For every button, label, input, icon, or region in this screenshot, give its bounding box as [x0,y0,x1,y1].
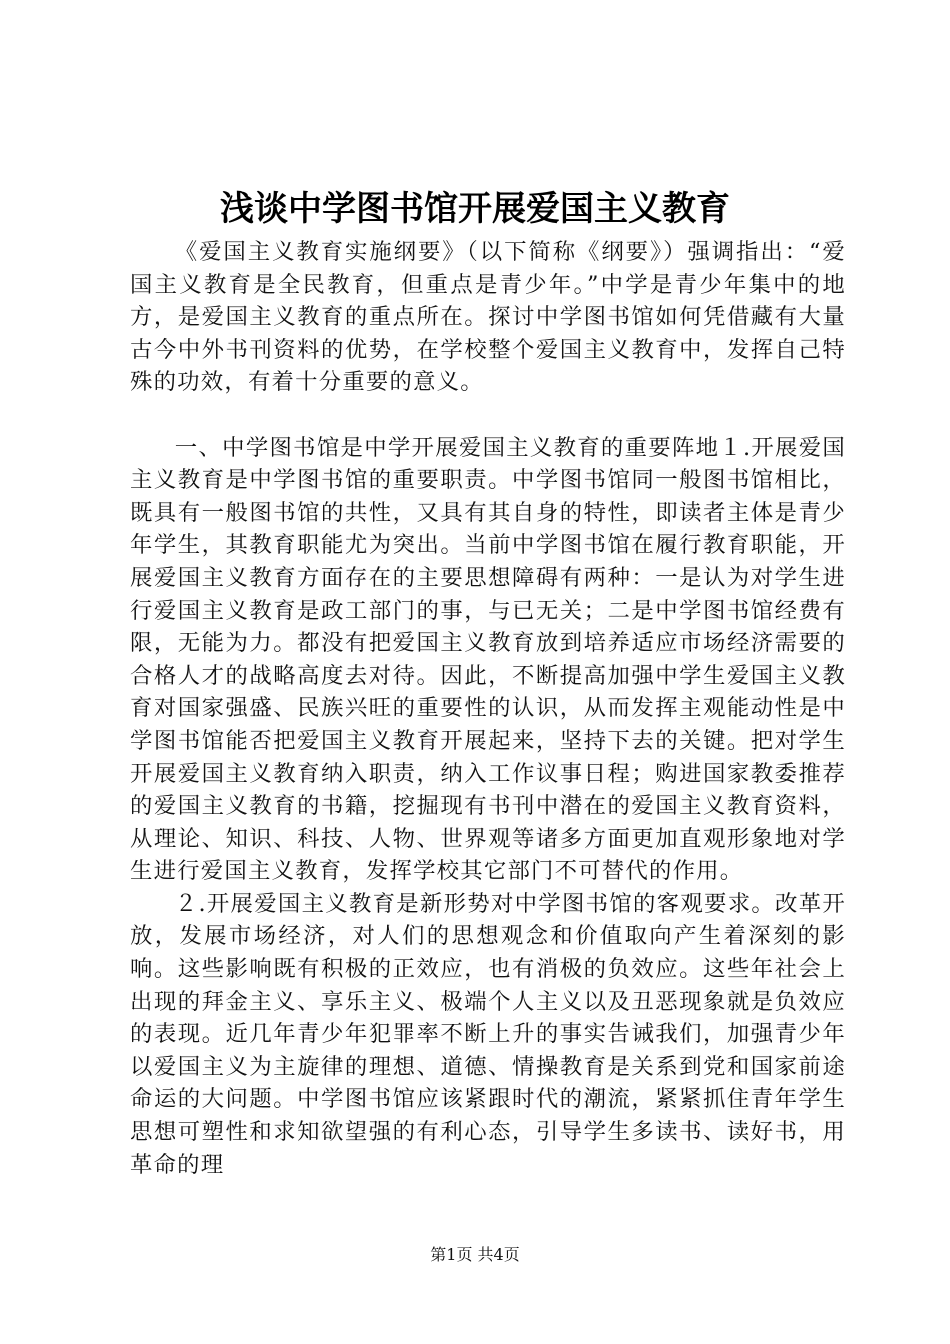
paragraph-section-2: ２.开展爱国主义教育是新形势对中学图书馆的客观要求。改革开放，发展市场经济，对人们的思想观念和价值取向产生着深刻的影响。这些影响既有积极的正效应，也有消极的负效应。这些年社会上出现的拜金主义、享乐主义、极端个人主义以及丑恶现象就是负效应的表现。近几年青少年犯罪率不断上升的事实告诫我们，加强青少年以爱国主义为主旋律的理想、道德、情操教育是关系到党和国家前途命运的大问题。中学图书馆应该紧跟时代的潮流，紧紧抓住青年学生思想可塑性和求知欲望强的有利心态，引导学生多读书、读好书，用革命的理 [130,890,846,1178]
document-body [130,236,846,1181]
document-title: 浅谈中学图书馆开展爱国主义教育 [220,189,730,229]
page-footer: 第1页 共4页 [430,1245,520,1264]
paragraph-intro: 《爱国主义教育实施纲要》（以下简称《纲要》）强调指出：“爱国主义教育是全民教育，但重点是青少年。”中学是青少年集中的地方，是爱国主义教育的重点所在。探讨中学图书馆如何凭借藏有大量古今中外书刊资料的优势，在学校整个爱国主义教育中，发挥自己特殊的功效，有着十分重要的意义。 [130,239,846,396]
paragraph-section-1: 一、中学图书馆是中学开展爱国主义教育的重要阵地１.开展爱国主义教育是中学图书馆的重要职责。中学图书馆同一般图书馆相比，既具有一般图书馆的共性，又具有其自身的特性，即读者主体是青少年学生，其教育职能尤为突出。当前中学图书馆在履行教育职能，开展爱国主义教育方面存在的主要思想障碍有两种：一是认为对学生进行爱国主义教育是政工部门的事，与已无关；二是中学图书馆经费有限，无能为力。都没有把爱国主义教育放到培养适应市场经济需要的合格人才的战略高度去对待。因此，不断提高加强中学生爱国主义教育对国家强盛、民族兴旺的重要性的认识，从而发挥主观能动性是中学图书馆能否把爱国主义教育开展起来，坚持下去的关键。把对学生开展爱国主义教育纳入职责，纳入工作议事日程；购进国家教委推荐的爱国主义教育的书籍，挖掘现有书刊中潜在的爱国主义教育资料，从理论、知识、科技、人物、世界观等诸多方面更加直观形象地对学生进行爱国主义教育，发挥学校其它部门不可替代的作用。 [130,434,846,885]
